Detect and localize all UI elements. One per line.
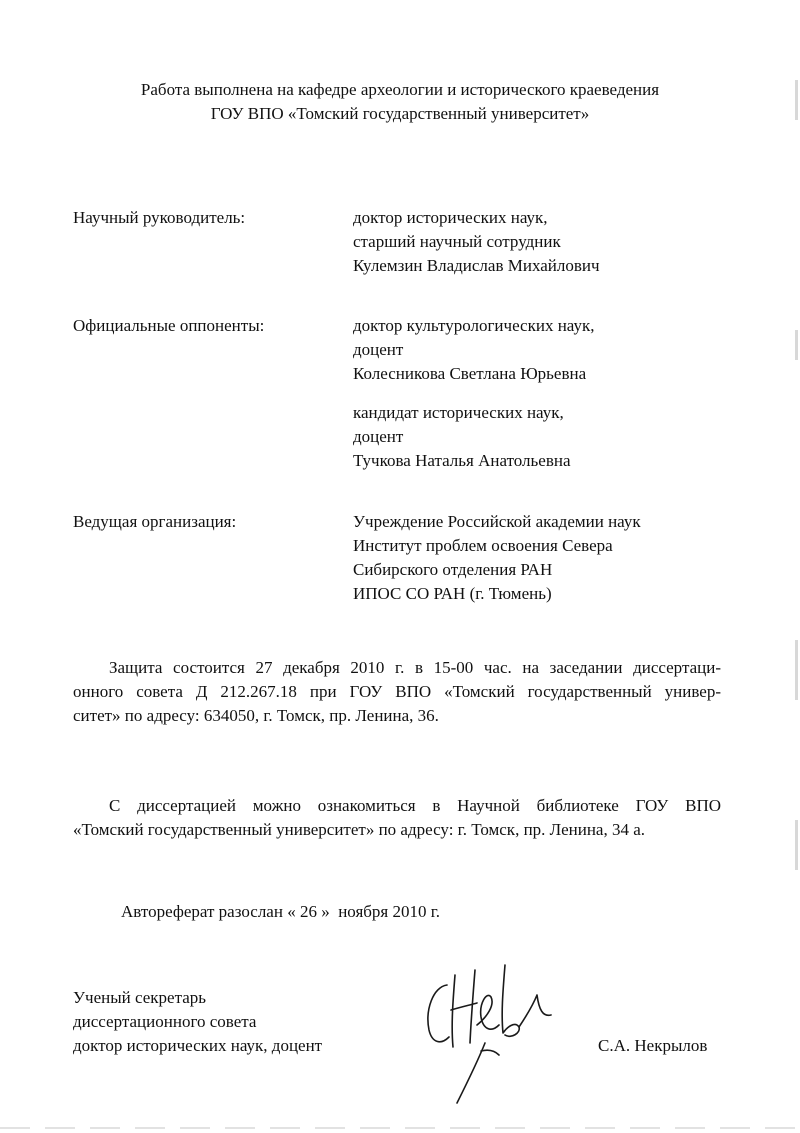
opponent-2-degree: кандидат исторических наук, [353, 403, 564, 422]
defense-line-1: Защита состоится 27 декабря 2010 г. в 15-00 час. на заседании диссертаци- [109, 658, 721, 677]
library-line-1: С диссертацией можно ознакомиться в Научной библиотеке ГОУ ВПО [109, 796, 721, 815]
secretary-line-2: диссертационного совета [73, 1012, 257, 1031]
lead-org-label: Ведущая организация: [73, 512, 237, 531]
opponent-2-name: Тучкова Наталья Анатольевна [353, 451, 571, 470]
abstract-sent-date: Автореферат разослан « 26 » ноября 2010 г. [121, 902, 441, 921]
opponent-1-name: Колесникова Светлана Юрьевна [353, 364, 587, 383]
lead-org-line-3: Сибирского отделения РАН [353, 560, 553, 579]
scan-edge-mark [795, 330, 798, 360]
opponent-1-details [353, 314, 595, 386]
secretary-name: С.А. Некрылов [598, 1036, 708, 1055]
opponent-1-degree: доктор культурологических наук, [353, 316, 595, 335]
defense-line-2: онного совета Д 212.267.18 при ГОУ ВПО «Томский государственный универ- [73, 682, 721, 701]
header-line-1: Работа выполнена на кафедре археологии и исторического краеведения [140, 80, 660, 99]
lead-org-line-4: ИПОС СО РАН (г. Тюмень) [353, 584, 552, 603]
secretary-title [73, 986, 322, 1058]
library-line-2: «Томский государственный университет» по адресу: г. Томск, пр. Ленина, 34 а. [73, 820, 646, 839]
library-paragraph [73, 794, 721, 842]
scan-edge-mark [795, 80, 798, 120]
lead-org-line-1: Учреждение Российской академии наук [353, 512, 641, 531]
supervisor-name: Кулемзин Владислав Михайлович [353, 256, 600, 275]
secretary-line-3: доктор исторических наук, доцент [73, 1036, 323, 1055]
opponent-2-rank: доцент [353, 427, 404, 446]
header [0, 78, 800, 126]
opponent-2-details [353, 401, 571, 473]
defense-paragraph [73, 656, 721, 728]
handwritten-signature [415, 955, 575, 1115]
scan-bottom-edge [0, 1127, 800, 1129]
secretary-line-1: Ученый секретарь [73, 988, 207, 1007]
lead-org-line-2: Институт проблем освоения Севера [353, 536, 613, 555]
lead-org-details [353, 510, 641, 606]
supervisor-degree: доктор исторических наук, [353, 208, 548, 227]
header-line-2: ГОУ ВПО «Томский государственный университет» [210, 104, 590, 123]
opponent-1-rank: доцент [353, 340, 404, 359]
scan-edge-mark [795, 820, 798, 870]
defense-line-3: ситет» по адресу: 634050, г. Томск, пр. Ленина, 36. [73, 706, 439, 725]
opponents-label: Официальные оппоненты: [73, 316, 265, 335]
supervisor-details [353, 206, 600, 278]
supervisor-rank: старший научный сотрудник [353, 232, 561, 251]
scan-edge-mark [795, 640, 798, 700]
supervisor-label: Научный руководитель: [73, 208, 246, 227]
